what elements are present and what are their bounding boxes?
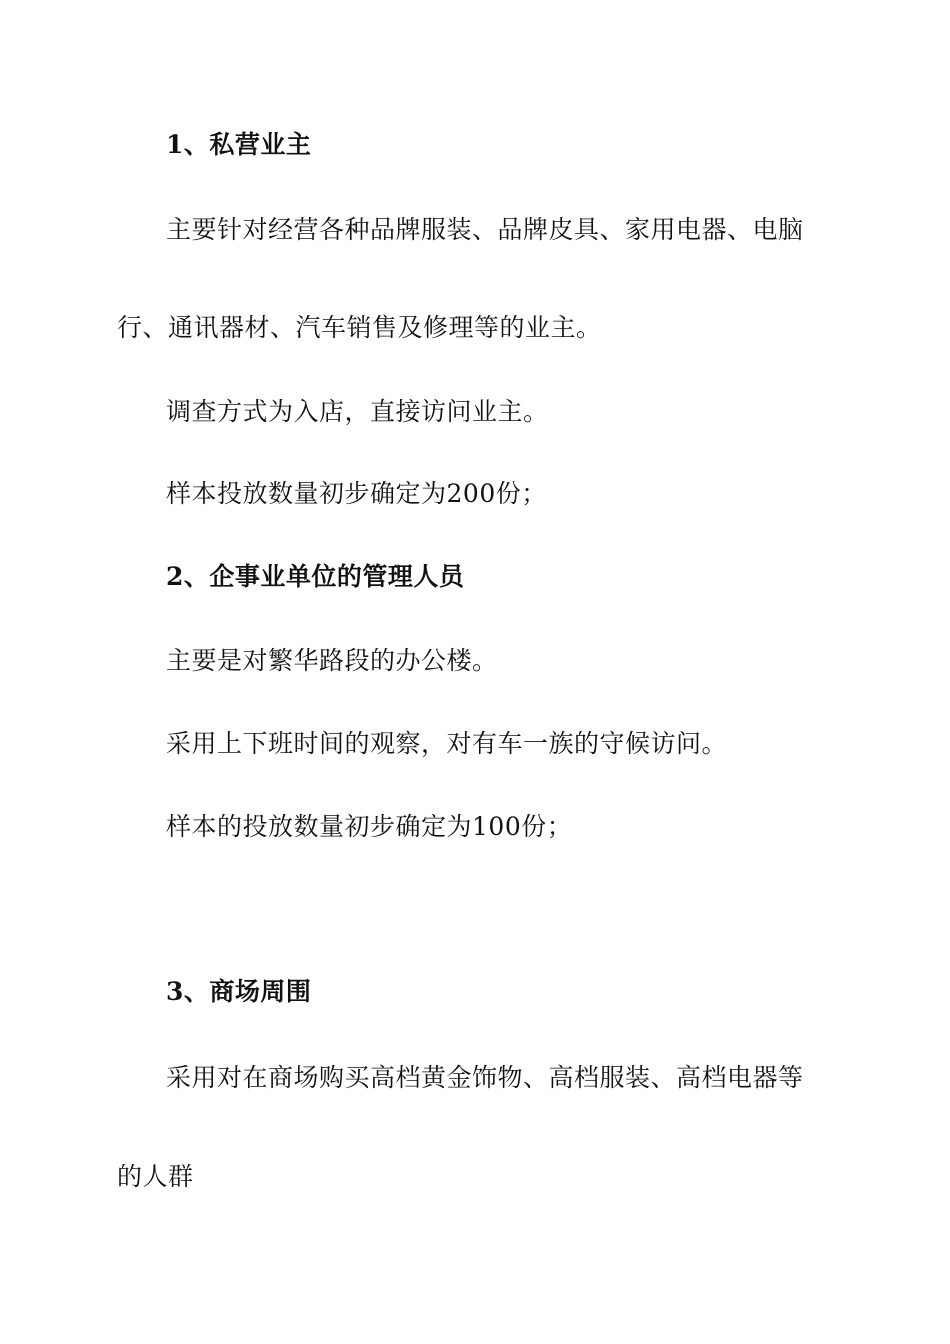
section-1-paragraph-1-line-1: 主要针对经营各种品牌服装、品牌皮具、家用电器、电脑	[166, 215, 804, 244]
section-2-heading: 2、企事业单位的管理人员	[166, 562, 465, 591]
section-2-paragraph-2: 采用上下班时间的观察，对有车一族的守候访问。	[166, 729, 728, 758]
section-2-paragraph-1: 主要是对繁华路段的办公楼。	[166, 646, 498, 675]
section-3-paragraph-1-line-2: 的人群	[117, 1162, 194, 1191]
section-1-paragraph-3: 样本投放数量初步确定为200份；	[166, 479, 547, 508]
section-3-paragraph-1-line-1: 采用对在商场购买高档黄金饰物、高档服装、高档电器等	[166, 1063, 804, 1092]
section-3-heading: 3、商场周围	[166, 977, 312, 1006]
section-1-paragraph-2: 调查方式为入店，直接访问业主。	[166, 397, 549, 426]
section-2-paragraph-3: 样本的投放数量初步确定为100份；	[166, 812, 573, 841]
section-1-heading: 1、私营业主	[166, 130, 312, 159]
section-1-paragraph-1-line-2: 行、通讯器材、汽车销售及修理等的业主。	[117, 313, 602, 342]
